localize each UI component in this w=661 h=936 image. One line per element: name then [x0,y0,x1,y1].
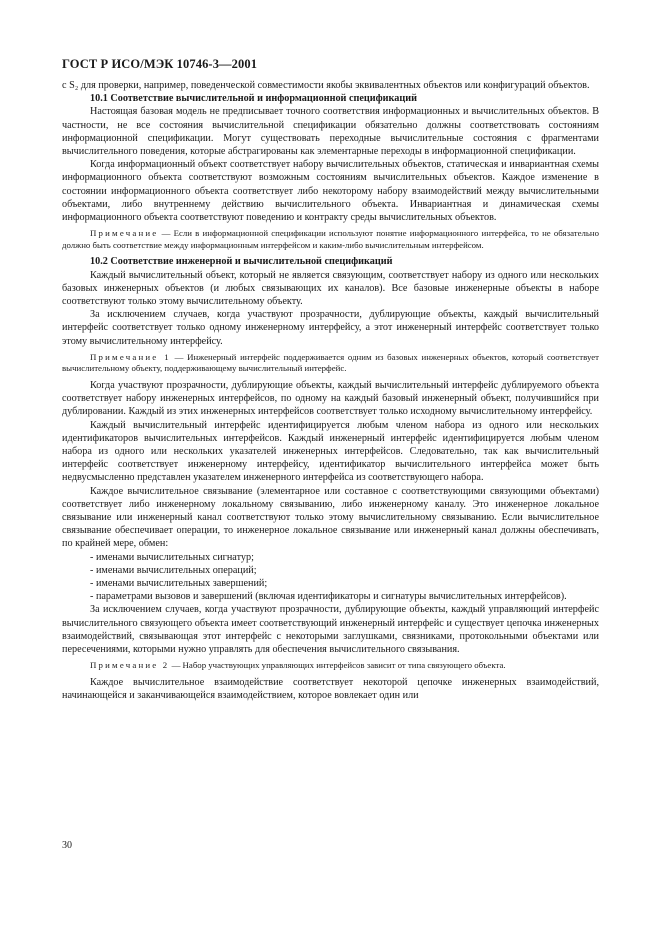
list-item: - именами вычислительных сигнатур; [90,551,254,563]
paragraph: Каждый вычислительный интерфейс идентифицируется любым членом набора из одного или нескольких идентификаторов вычислительных интерфейсов. Каждый инженерный интерфейс идентифицируется любым членом набора из одного или нескольких указателей инженерных интерфейсов. Следовательно, так как вычислительный интерфейс соответствует инженерному интерфейсу, идентификатор вычислительного интерфейса может быть недвусмысленно представлен указателем инженерного интерфейса из соответствующего набора. [62,419,599,484]
paragraph: Когда участвуют прозрачности, дублирующие объекты, каждый вычислительный интерфейс дублируемого объекта соответствует набору инженерных интерфейсов, по одному на каждый базовый инженерный объект, получившийся при дублировании. Каждый из этих инженерных интерфейсов соответствует только исходному вычислительному интерфейсу. [62,380,599,418]
paragraph: За исключением случаев, когда участвуют прозрачности, дублирующие объекты, каждый управляющий интерфейс вычислительного связующего объекта имеет соответствующий инженерный интерфейс и существует цепочка инженерных взаимодействий, связывающая этот интерфейс с некоторыми заглушками, связниками, протокольными объектами или пересечениями, которыми нужно управлять для обеспечения вычислительного связывания. [62,604,599,656]
note [62,228,599,251]
paragraph: Когда информационный объект соответствует набору вычислительных объектов, статическая и инвариантная схемы информационного объекта соответствуют возможным состояниям вычислительных объектов. Каждое изменение в состоянии информационного объекта соответствует либо некоторому набору взаимодействий между вычислительными объектами, либо внутреннему действию вычислительного объекта. Инвариантная и динамическая схемы информационного объекта соответствуют поведению и контракту среды вычислительных объектов. [62,159,599,224]
note [62,660,599,672]
paragraph: Каждое вычислительное связывание (элементарное или составное с соответствующими связующими объектами) соответствует либо инженерному локальному связыванию, либо инженерному каналу. Это инженерное локальное связывание или инженерный канал соответствуют только этому вычислительному связыванию. Если вычислительное связывание обеспечивает операции, то инженерное локальное связывание или инженерный канал должны обеспечивать, по крайней мере, обмен: [62,485,599,550]
list-item: - параметрами вызовов и завершений (включая идентификаторы и сигнатуры вычислительных интерфейсов). [90,591,567,603]
note-text: — Инженерный интерфейс поддерживается одним из базовых инженерных объектов, который соответствует вычислительному объекту, поддерживающему вычислительный интерфейс. [62,351,599,374]
note-text: — Набор участвующих управляющих интерфейсов зависит от типа связующего объекта. [171,660,506,671]
note-label: Примечание 2 [90,660,170,671]
note-label: Примечание 1 [90,351,171,362]
page-body [62,79,599,702]
paragraph: с S₂ для проверки, например, поведенческой совместимости якобы эквивалентных объектов или конфигураций объектов. [62,80,590,91]
paragraph: Настоящая базовая модель не предписывает точного соответствия информационных и вычислительных объектов. В частности, не все состояния вычислительной спецификации обязательно должны соответствовать состояниям информационной спецификации. Могут существовать переходные вычислительные состояния с фрагментами вычислительного поведения, которые абстрагированы как элементарные переходы в информационной спецификации. [62,106,599,158]
paragraph: За исключением случаев, когда участвуют прозрачности, дублирующие объекты, каждый вычислительный интерфейс соответствует только одному инженерному интерфейсу, а этот инженерный интерфейс соответствует только этому вычислительному интерфейсу. [62,309,599,347]
paragraph: Каждое вычислительное взаимодействие соответствует некоторой цепочке инженерных взаимодействий, начинающейся и заканчивающейся взаимодействием, которое вовлекает один или [62,676,599,702]
note-text: — Если в информационной спецификации используют понятие информационного интерфейса, то не обязательно должно быть соответствие между информационным интерфейсом и каким-либо вычислительным интерфейсом. [62,228,599,250]
section-heading-10-2: 10.2 Соответствие инженерной и вычислительной спецификаций [90,256,393,268]
section-heading-10-1: 10.1 Соответствие вычислительной и информационной спецификаций [90,93,417,105]
list-item: - именами вычислительных завершений; [90,578,268,590]
list-item: - именами вычислительных операций; [90,564,257,576]
document-header: ГОСТ Р ИСО/МЭК 10746-3—2001 [62,57,258,71]
page-number: 30 [62,840,72,851]
note-label: Примечание [90,228,159,239]
paragraph: Каждый вычислительный объект, который не является связующим, соответствует набору из одного или нескольких базовых инженерных объектов (и любых связывающих их каналов). Все базовые инженерные объекты в наборе соответствуют только этому вычислительному объекту. [62,269,599,308]
note [62,352,599,375]
